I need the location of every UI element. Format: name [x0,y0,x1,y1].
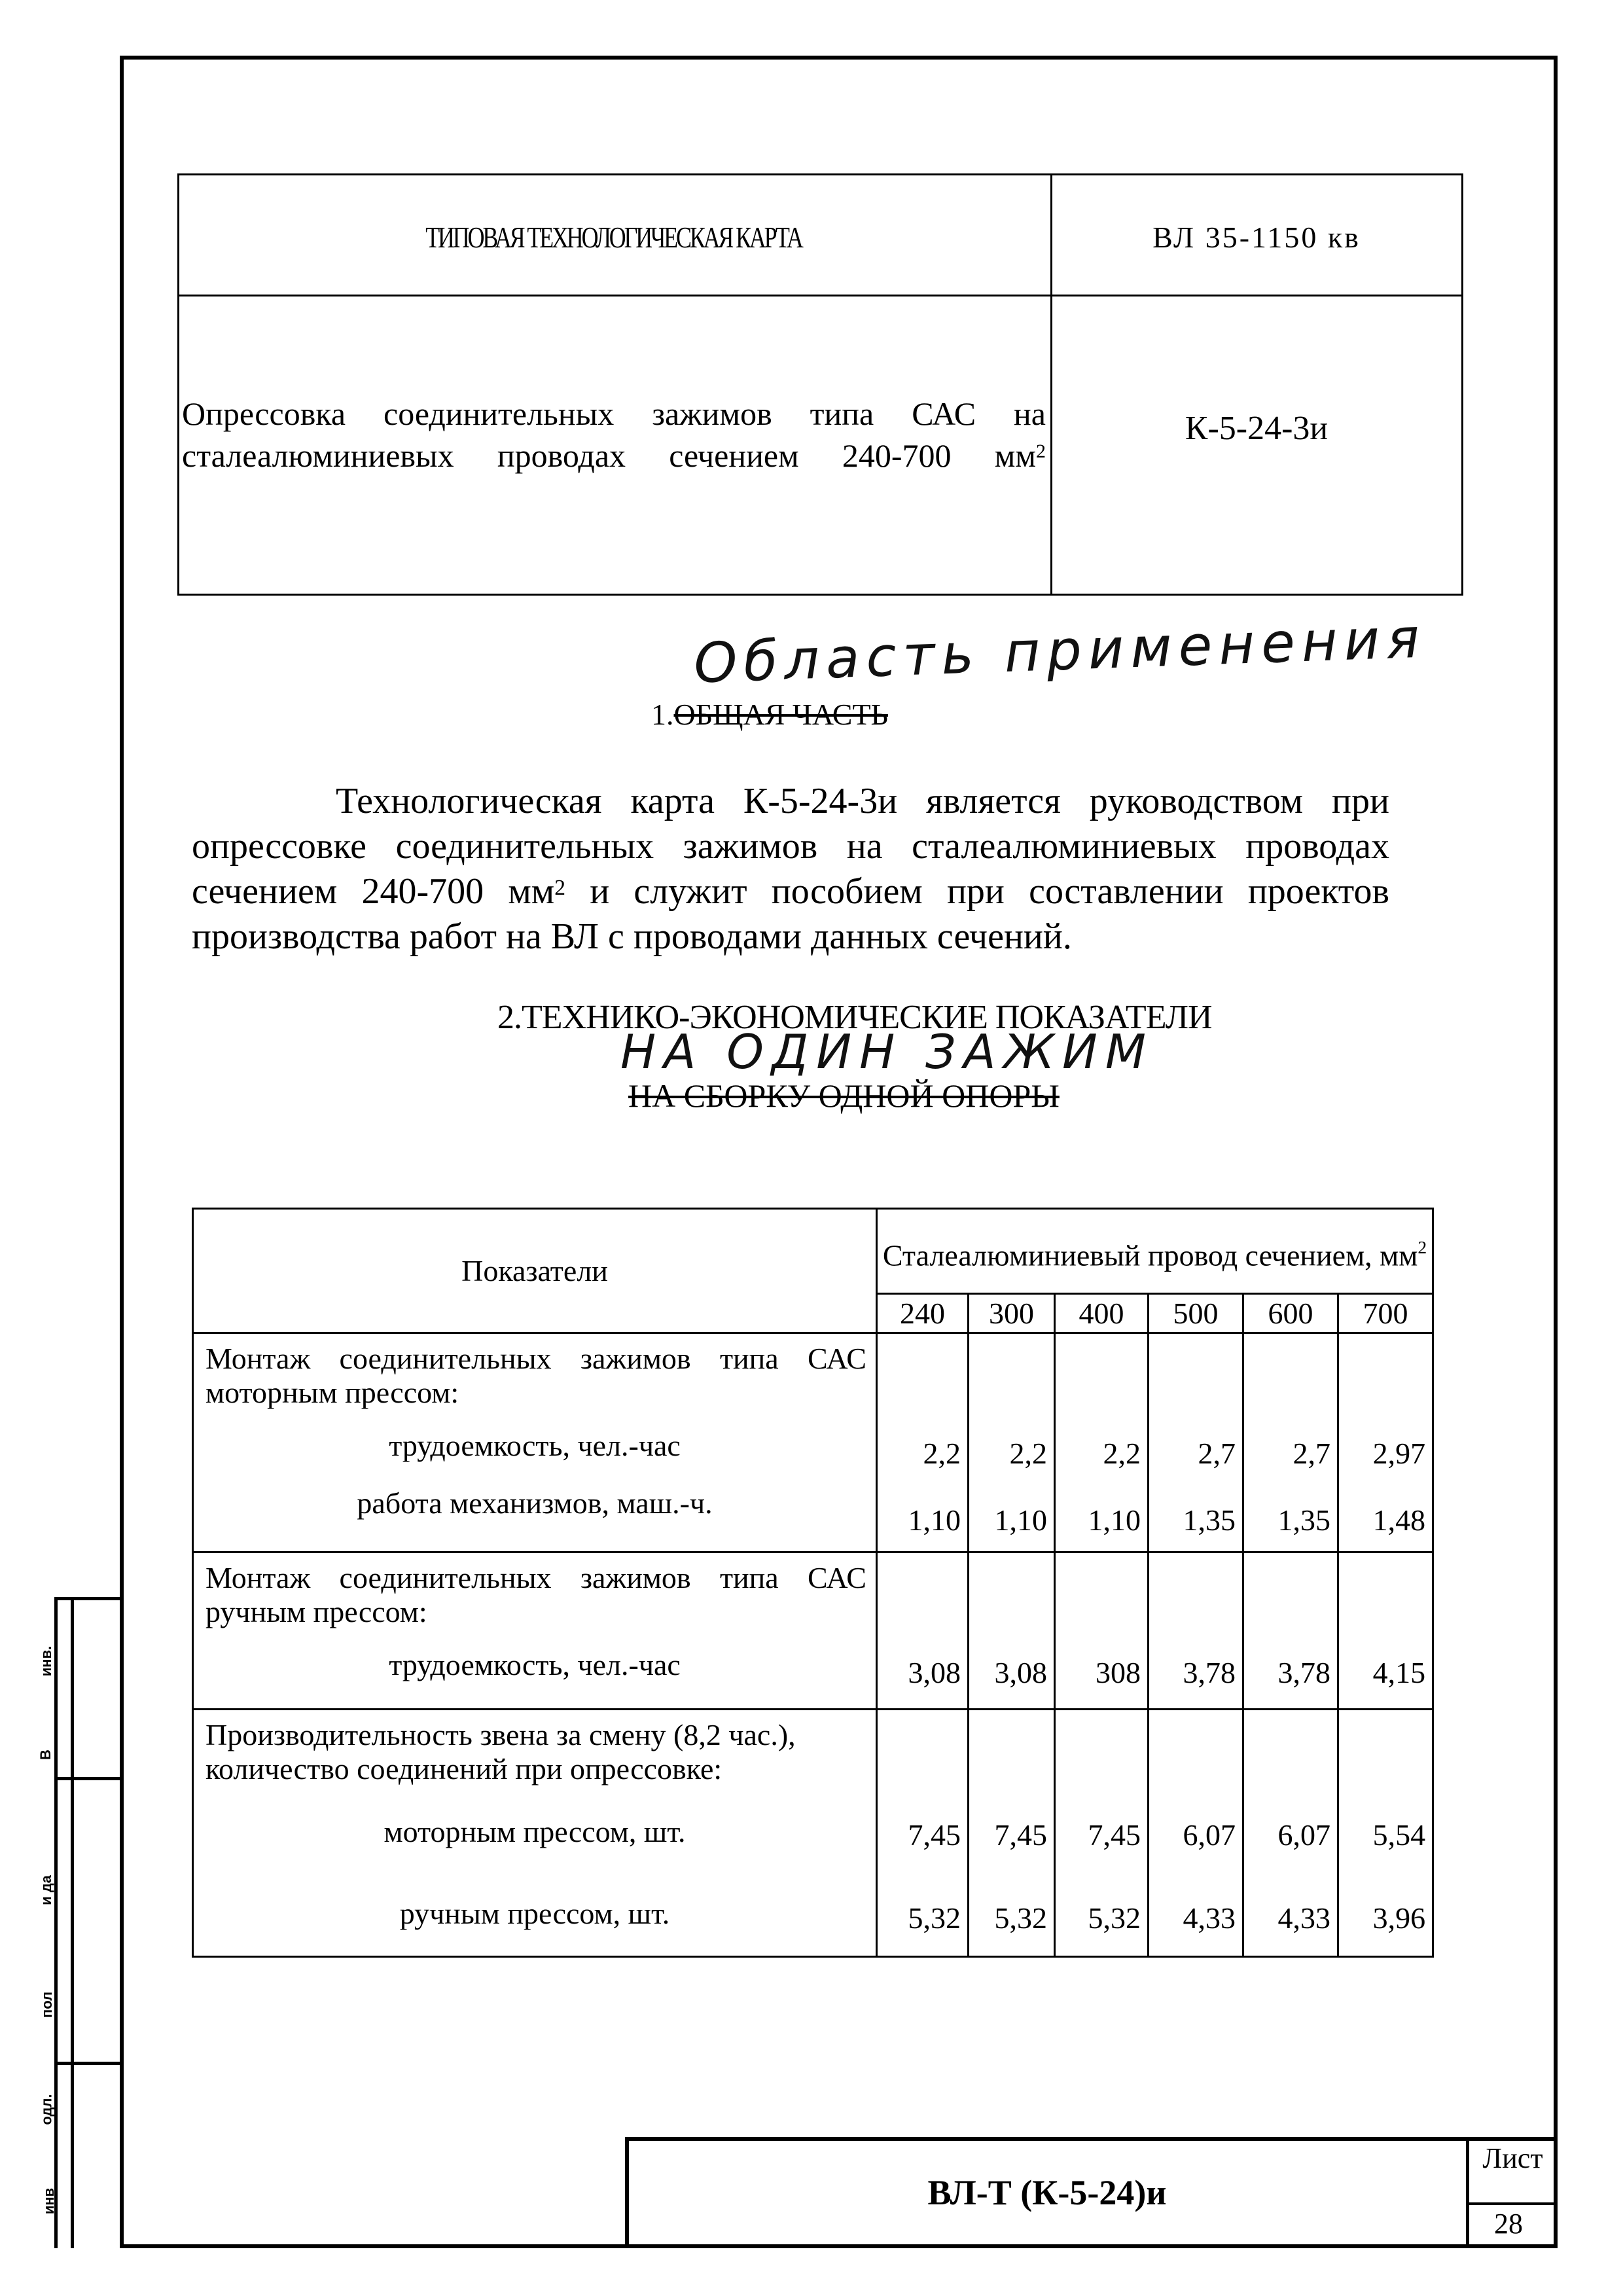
title-block-doc-code: ВЛ-Т (К-5-24)и [927,2173,1167,2212]
indicators-table [192,1208,1434,1958]
table-cell: 4,15 [1338,1552,1433,1710]
table-cell: 7,45 5,32 [877,1710,969,1957]
table-group-title: Монтаж соединительных зажимов типа САС ручным прессом: [205,1561,866,1628]
header-table-divider [177,295,1463,296]
section2-heading: 2.ТЕХНИКО-ЭКОНОМИЧЕСКИЕ ПОКАЗАТЕЛИ [497,999,1212,1036]
side-stamp-label: В [37,1749,54,1760]
table-group-title: Производительность звена за смену (8,2 час.), количество соединений при опрессовке: [205,1718,796,1785]
table-group-cell [193,1710,877,1957]
section1-heading: 1.ОБЩАЯ ЧАСТЬ [651,698,888,731]
table-cell: 6,07 4,33 [1243,1710,1338,1957]
table-cell: 3,78 [1243,1552,1338,1710]
table-cell: 308 [1055,1552,1149,1710]
struck-subheading: НА СБОРКУ ОДНОЙ ОПОРЫ [628,1077,1060,1114]
table-header-section: 300 [969,1294,1055,1333]
series-label: ВЛ 35-1150 кв [1152,221,1361,254]
table-row-label: работа механизмов, маш.-ч. [357,1486,713,1520]
table-header-section: 400 [1055,1294,1149,1333]
table-cell: 3,78 [1149,1552,1243,1710]
side-stamp-divider [71,1597,74,2248]
table-row-label: моторным прессом, шт. [383,1815,686,1848]
table-cell: 2,97 1,48 [1338,1333,1433,1552]
table-cell: 6,07 4,33 [1149,1710,1243,1957]
table-cell: 2,2 1,10 [1055,1333,1149,1552]
table-row-label: трудоемкость, чел.-час [389,1648,681,1681]
table-cell: 5,54 3,96 [1338,1710,1433,1957]
table-cell: 2,2 1,10 [877,1333,969,1552]
title-block-divider [1466,2202,1558,2205]
side-stamp-divider [54,1597,122,1600]
table-header-indicators: Показатели [193,1209,877,1333]
table-group-title: Монтаж соединительных зажимов типа САС моторным прессом: [205,1342,866,1409]
intro-paragraph: Технологическая карта К-5-24-3и является руководством при опрессовке соединительных зажимов на сталеалюминиевых проводах сечением 240-700 $мм^2$ и служит пособием при составлении проектов производства работ на ВЛ с проводами данных сечений. [192,781,1389,957]
table-header-section: 500 [1149,1294,1243,1333]
table-row [193,1710,1433,1957]
table-header-section-group: Сталеалюминиевый провод сечением, $мм^2$ [877,1209,1433,1294]
side-stamp-label: пол [39,1991,56,2018]
side-stamp-divider [54,2062,122,2065]
table-group-cell [193,1333,877,1552]
side-stamp-label: и да [37,1875,54,1905]
side-stamp-label: одл. [38,2094,55,2125]
sheet-label: Лист [1482,2142,1543,2174]
side-stamp-divider [54,1777,122,1780]
table-row [193,1333,1433,1552]
table-row-label: ручным прессом, шт. [399,1897,670,1930]
table-header-section: 700 [1338,1294,1433,1333]
side-stamp-label: инв [41,2187,58,2215]
side-stamp-strip [54,1597,122,2248]
document-title: Опрессовка соединительных зажимов типа САС на сталеалюминиевых проводах сечением 240-700 $мм^2$ [182,395,1046,474]
sheet-number: 28 [1494,2208,1523,2240]
card-code: К-5-24-3и [1185,410,1329,447]
handwritten-heading: Область применения [692,605,1427,696]
table-group-cell [193,1552,877,1710]
table-cell: 2,7 1,35 [1149,1333,1243,1552]
table-cell: 2,2 1,10 [969,1333,1055,1552]
table-cell: 3,08 [969,1552,1055,1710]
table-header-section: 600 [1243,1294,1338,1333]
card-type-label: ТИПОВАЯ ТЕХНОЛОГИЧЕСКАЯ КАРТА [425,221,802,254]
table-header-section: 240 [877,1294,969,1333]
table-row-label: трудоемкость, чел.-час [389,1429,681,1462]
header-table-divider [1050,173,1052,596]
table-cell: 3,08 [877,1552,969,1710]
table-cell: 7,45 5,32 [969,1710,1055,1957]
side-stamp-label: инв. [38,1645,55,1677]
handwritten-subheading: НА ОДИН ЗАЖИМ [620,1024,1154,1079]
table-row [193,1552,1433,1710]
table-cell: 7,45 5,32 [1055,1710,1149,1957]
table-cell: 2,7 1,35 [1243,1333,1338,1552]
